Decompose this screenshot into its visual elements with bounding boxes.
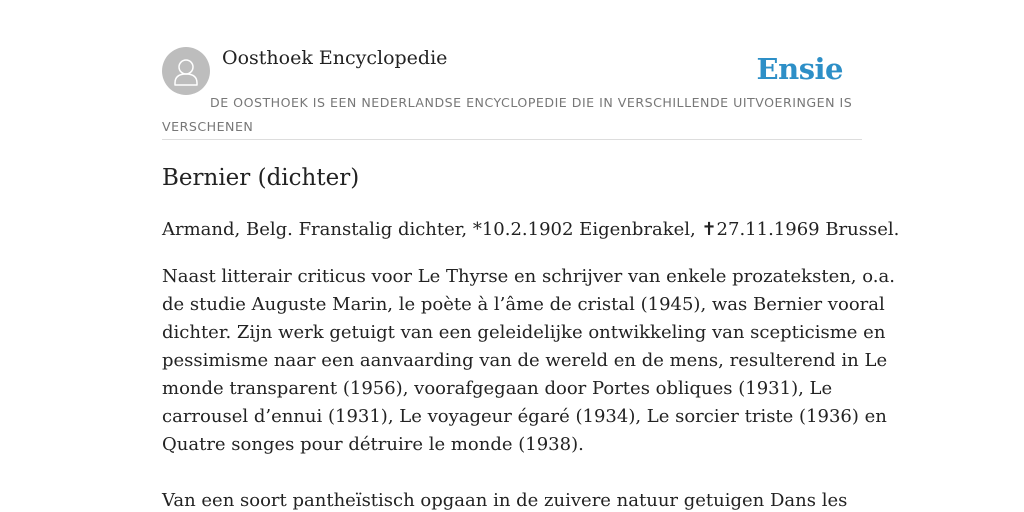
article-paragraph (162, 263, 895, 459)
paragraph-line: Naast litterair criticus voor Le Thyrse en schrijver van enkele prozateksten, o.a. (162, 266, 895, 287)
article-title: Bernier (dichter) (162, 165, 360, 191)
paragraph-line: dichter. Zijn werk getuigt van een geleidelijke ontwikkeling van scepticisme en (162, 322, 886, 343)
article-paragraph (162, 487, 862, 512)
article-bio-line: Armand, Belg. Franstalig dichter, *10.2.1902 Eigenbrakel, ✝27.11.1969 Brussel. (162, 219, 900, 240)
paragraph-line: carrousel d’ennui (1931), Le voyageur égaré (1934), Le sorcier triste (1936) en (162, 406, 887, 427)
paragraph-line: Quatre songes pour détruire le monde (1938). (162, 434, 584, 455)
source-tagline: DE OOSTHOEK IS EEN NEDERLANDSE ENCYCLOPEDIE DIE IN VERSCHILLENDE UITVOERINGEN IS VERSCHENEN (162, 95, 853, 134)
person-outline-icon (162, 47, 210, 95)
source-name-link[interactable]: Oosthoek Encyclopedie (222, 47, 448, 69)
paragraph-line: monde transparent (1956), voorafgegaan door Portes obliques (1931), Le (162, 378, 833, 399)
brand-logo-link[interactable]: Ensie (756, 52, 843, 86)
paragraph-line: pessimisme naar een aanvaarding van de wereld en de mens, resulterend in Le (162, 350, 888, 371)
site-header (162, 46, 862, 140)
paragraph-line: Van een soort pantheïstisch opgaan in de zuivere natuur getuigen Dans les (162, 490, 848, 511)
user-avatar-icon[interactable] (162, 47, 210, 95)
header-divider (162, 139, 862, 140)
paragraph-line: de studie Auguste Marin, le poète à l’âme de cristal (1945), was Bernier vooral (162, 294, 885, 315)
